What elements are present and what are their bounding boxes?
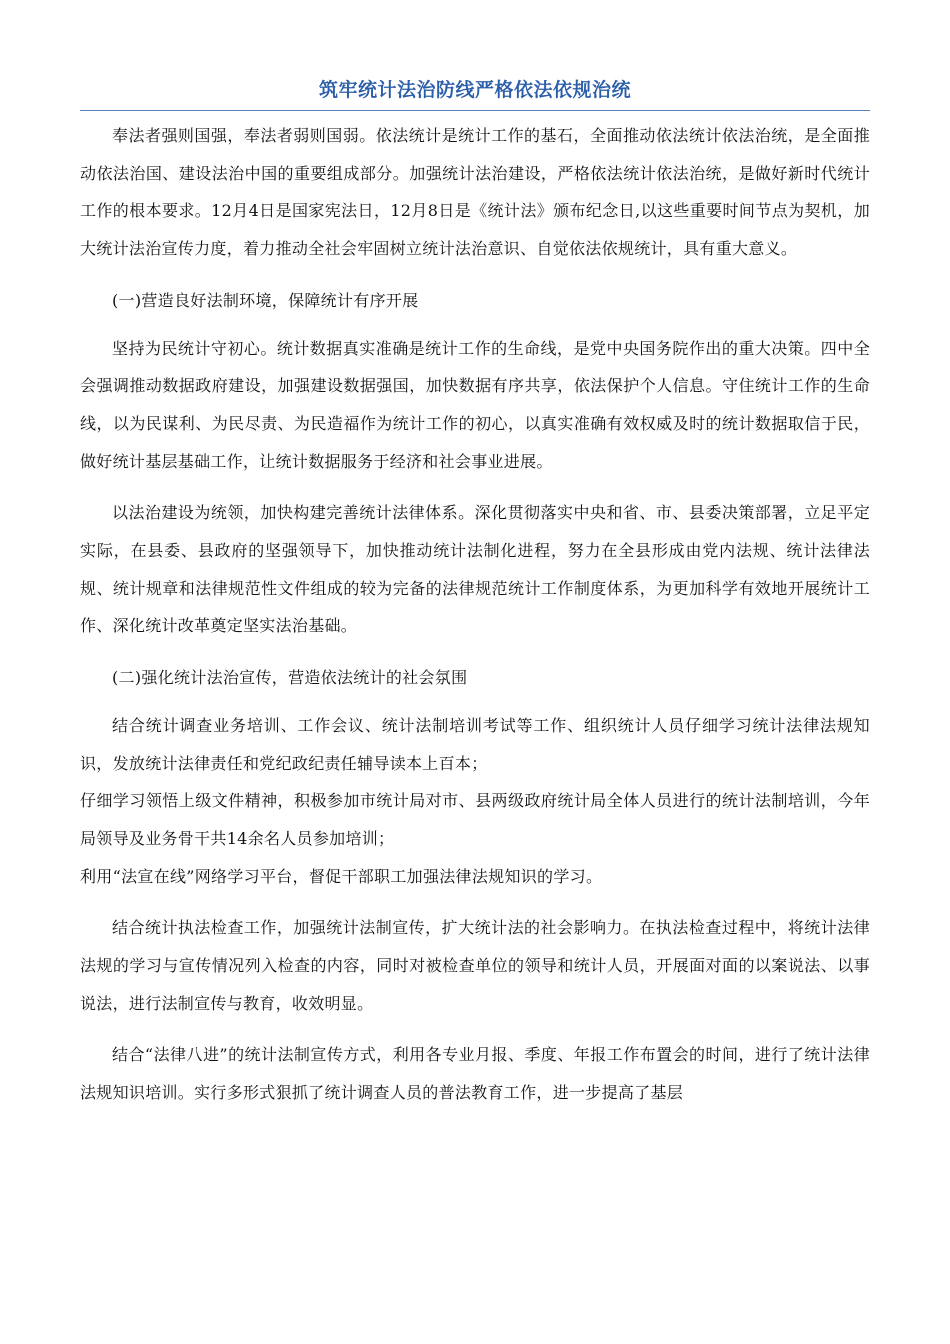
section-heading-1: (一)营造良好法制环境，保障统计有序开展 bbox=[112, 290, 419, 310]
section2-paragraph-1: 结合统计调查业务培训、工作会议、统计法制培训考试等工作、组织统计人员仔细学习统计法律法规知识，发放统计法律责任和党纪政纪责任辅导读本上百本； bbox=[80, 715, 870, 773]
section-heading-2: (二)强化统计法治宣传，营造依法统计的社会氛围 bbox=[112, 668, 468, 688]
spacer bbox=[80, 268, 870, 282]
spacer bbox=[80, 697, 870, 707]
document-title: 筑牢统计法治防线严格依法依规治统 bbox=[318, 79, 631, 101]
spacer bbox=[80, 895, 870, 909]
spacer bbox=[80, 320, 870, 330]
spacer bbox=[80, 645, 870, 659]
section2-paragraph-2: 结合统计执法检查工作，加强统计法制宣传，扩大统计法的社会影响力。在执法检查过程中，将统计法律法规的学习与宣传情况列入检查的内容，同时对被检查单位的领导和统计人员，开展面对面的以案说法、以事说法，进行法制宣传与教育，收效明显。 bbox=[80, 918, 870, 1013]
section2-line-1: 仔细学习领悟上级文件精神，积极参加市统计局对市、县两级政府统计局全体人员进行的统计法制培训，今年局领导及业务骨干共14余名人员参加培训； bbox=[80, 791, 870, 848]
spacer bbox=[80, 480, 870, 494]
section1-paragraph-1: 坚持为民统计守初心。统计数据真实准确是统计工作的生命线，是党中央国务院作出的重大决策。四中全会强调推动数据政府建设，加强建设数据强国，加快数据有序共享，依法保护个人信息。守住统计工作的生命线，以为民谋利、为民尽责、为民造福作为统计工作的初心，以真实准确有效权威及时的统计数据取信于民，做好统计基层基础工作，让统计数据服务于经济和社会事业进展。 bbox=[80, 338, 870, 471]
intro-paragraph: 奉法者强则国强，奉法者弱则国弱。依法统计是统计工作的基石，全面推动依法统计依法治统，是全面推动依法治国、建设法治中国的重要组成部分。加强统计法治建设，严格依法统计依法治统，是做好新时代统计工作的根本要求。12月4日是国家宪法日，12月8日是《统计法》颁布纪念日,以这些重要时间节点为契机，加大统计法治宣传力度，着力推动全社会牢固树立统计法治意识、自觉依法依规统计，具有重大意义。 bbox=[80, 126, 870, 259]
title-divider bbox=[80, 110, 870, 111]
section1-paragraph-2: 以法治建设为统领，加快构建完善统计法律体系。深化贯彻落实中央和省、市、县委决策部署，立足平定实际，在县委、县政府的坚强领导下，加快推动统计法制化进程，努力在全县形成由党内法规、统计法律法规、统计规章和法律规范性文件组成的较为完备的法律规范统计工作制度体系，为更加科学有效地开展统计工作、深化统计改革奠定坚实法治基础。 bbox=[80, 503, 870, 636]
section2-paragraph-3: 结合“法律八进”的统计法制宣传方式，利用各专业月报、季度、年报工作布置会的时间，进行了统计法律法规知识培训。实行多形式狠抓了统计调查人员的普法教育工作，进一步提高了基层 bbox=[80, 1045, 870, 1103]
spacer bbox=[80, 1022, 870, 1036]
section2-line-2: 利用“法宣在线”网络学习平台，督促干部职工加强法律法规知识的学习。 bbox=[80, 866, 603, 886]
document-page bbox=[80, 70, 870, 1112]
